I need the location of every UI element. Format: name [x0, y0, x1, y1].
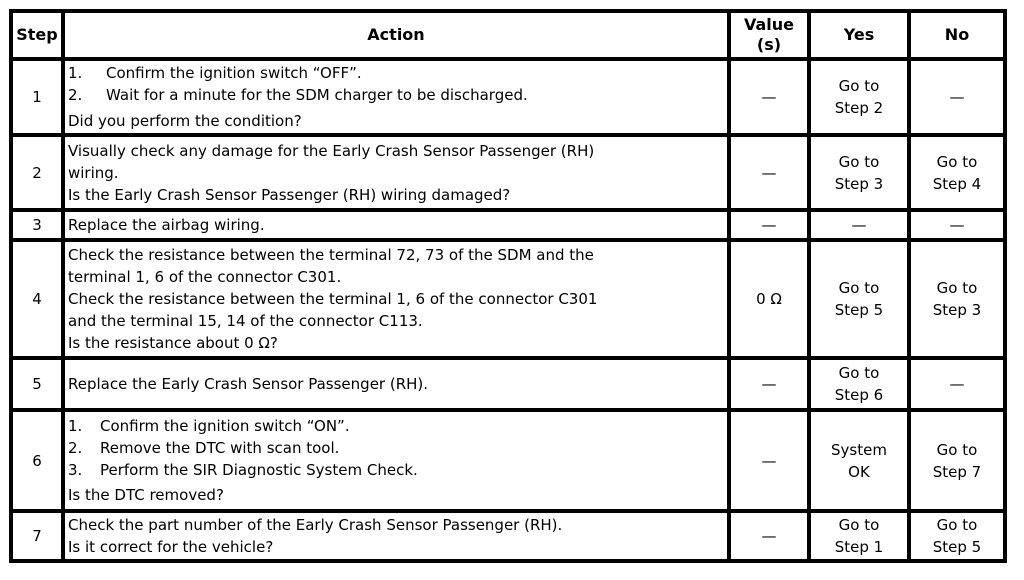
no-cell: — — [909, 59, 1005, 135]
no-cell — [909, 135, 1005, 210]
list-number: 2. — [68, 86, 83, 104]
table-row — [11, 511, 1005, 561]
yes-line1: Go to — [838, 364, 880, 382]
action-line: Check the part number of the Early Crash Sensor Passenger (RH). — [68, 516, 563, 534]
action-list — [68, 62, 724, 106]
yes-cell: — — [809, 210, 909, 240]
no-line1: Go to — [936, 516, 978, 534]
no-cell — [909, 410, 1005, 511]
yes-line2: Step 5 — [834, 301, 884, 319]
action-line: Is the Early Crash Sensor Passenger (RH) wiring damaged? — [68, 185, 511, 204]
no-cell — [909, 240, 1005, 358]
yes-line1: Go to — [838, 152, 880, 171]
table-row — [11, 210, 1005, 240]
action-cell — [63, 511, 729, 561]
yes-line1: System — [831, 440, 887, 459]
action-line: Is it correct for the vehicle? — [68, 538, 274, 556]
list-text: Confirm the ignition switch “OFF”. — [106, 64, 362, 82]
action-cell — [63, 240, 729, 358]
yes-cell — [809, 135, 909, 210]
list-item — [68, 459, 724, 481]
value-cell: — — [729, 135, 809, 210]
list-text: Wait for a minute for the SDM charger to be discharged. — [106, 86, 528, 104]
yes-cell — [809, 410, 909, 511]
list-item — [68, 437, 724, 459]
table-row — [11, 240, 1005, 358]
step-number: 6 — [11, 410, 63, 511]
step-number: 3 — [11, 210, 63, 240]
no-cell — [909, 511, 1005, 561]
action-cell — [63, 135, 729, 210]
action-line: Is the resistance about 0 Ω? — [68, 334, 278, 352]
step-number: 4 — [11, 240, 63, 358]
list-text: Remove the DTC with scan tool. — [100, 439, 340, 457]
header-value-line1: Value — [743, 15, 795, 34]
no-line2: Step 4 — [932, 174, 982, 193]
header-row — [11, 11, 1005, 59]
action-line: Visually check any damage for the Early Crash Sensor Passenger (RH) — [68, 141, 595, 160]
yes-line2: Step 1 — [834, 538, 884, 556]
yes-cell — [809, 358, 909, 410]
value-cell: — — [729, 210, 809, 240]
header-yes: Yes — [809, 11, 909, 59]
list-item — [68, 84, 724, 106]
no-line2: Step 3 — [932, 301, 982, 319]
yes-line2: OK — [848, 462, 870, 481]
header-value — [729, 11, 809, 59]
no-line1: Go to — [936, 440, 978, 459]
yes-cell — [809, 59, 909, 135]
no-line2: Step 7 — [932, 462, 982, 481]
no-line1: Go to — [936, 279, 978, 297]
list-text: Perform the SIR Diagnostic System Check. — [100, 461, 418, 479]
list-item — [68, 62, 724, 84]
yes-cell — [809, 240, 909, 358]
header-action: Action — [63, 11, 729, 59]
list-text: Confirm the ignition switch “ON”. — [100, 417, 350, 435]
list-item — [68, 415, 724, 437]
action-line: terminal 1, 6 of the connector C301. — [68, 268, 342, 286]
step-number: 2 — [11, 135, 63, 210]
table-row — [11, 358, 1005, 410]
value-cell: 0 Ω — [729, 240, 809, 358]
no-cell: — — [909, 210, 1005, 240]
action-line: wiring. — [68, 163, 119, 182]
action-cell: Replace the airbag wiring. — [63, 210, 729, 240]
no-line2: Step 5 — [932, 538, 982, 556]
value-cell: — — [729, 59, 809, 135]
yes-cell — [809, 511, 909, 561]
yes-line1: Go to — [838, 279, 880, 297]
value-cell: — — [729, 410, 809, 511]
yes-line1: Go to — [838, 77, 880, 95]
action-line: and the terminal 15, 14 of the connector C113. — [68, 312, 423, 330]
no-cell: — — [909, 358, 1005, 410]
value-cell: — — [729, 511, 809, 561]
yes-line2: Step 2 — [834, 99, 884, 117]
action-line: Check the resistance between the terminal 1, 6 of the connector C301 — [68, 290, 598, 308]
action-cell — [63, 410, 729, 511]
action-list — [68, 415, 724, 481]
yes-line2: Step 6 — [834, 386, 884, 404]
value-cell: — — [729, 358, 809, 410]
step-number: 5 — [11, 358, 63, 410]
header-step: Step — [11, 11, 63, 59]
header-no: No — [909, 11, 1005, 59]
action-line: Check the resistance between the terminal 72, 73 of the SDM and the — [68, 246, 594, 264]
no-line1: Go to — [936, 152, 978, 171]
list-number: 3. — [68, 461, 83, 479]
list-number: 1. — [68, 417, 83, 435]
action-cell — [63, 59, 729, 135]
yes-line2: Step 3 — [834, 174, 884, 193]
action-question: Is the DTC removed? — [68, 486, 224, 504]
diagnostic-table — [9, 9, 1007, 563]
step-number: 7 — [11, 511, 63, 561]
action-question: Did you perform the condition? — [68, 112, 302, 130]
action-cell: Replace the Early Crash Sensor Passenger (RH). — [63, 358, 729, 410]
header-value-line2: (s) — [756, 35, 782, 54]
list-number: 1. — [68, 64, 83, 82]
table-row — [11, 135, 1005, 210]
table-row — [11, 59, 1005, 135]
table-row — [11, 410, 1005, 511]
step-number: 1 — [11, 59, 63, 135]
list-number: 2. — [68, 439, 83, 457]
yes-line1: Go to — [838, 516, 880, 534]
